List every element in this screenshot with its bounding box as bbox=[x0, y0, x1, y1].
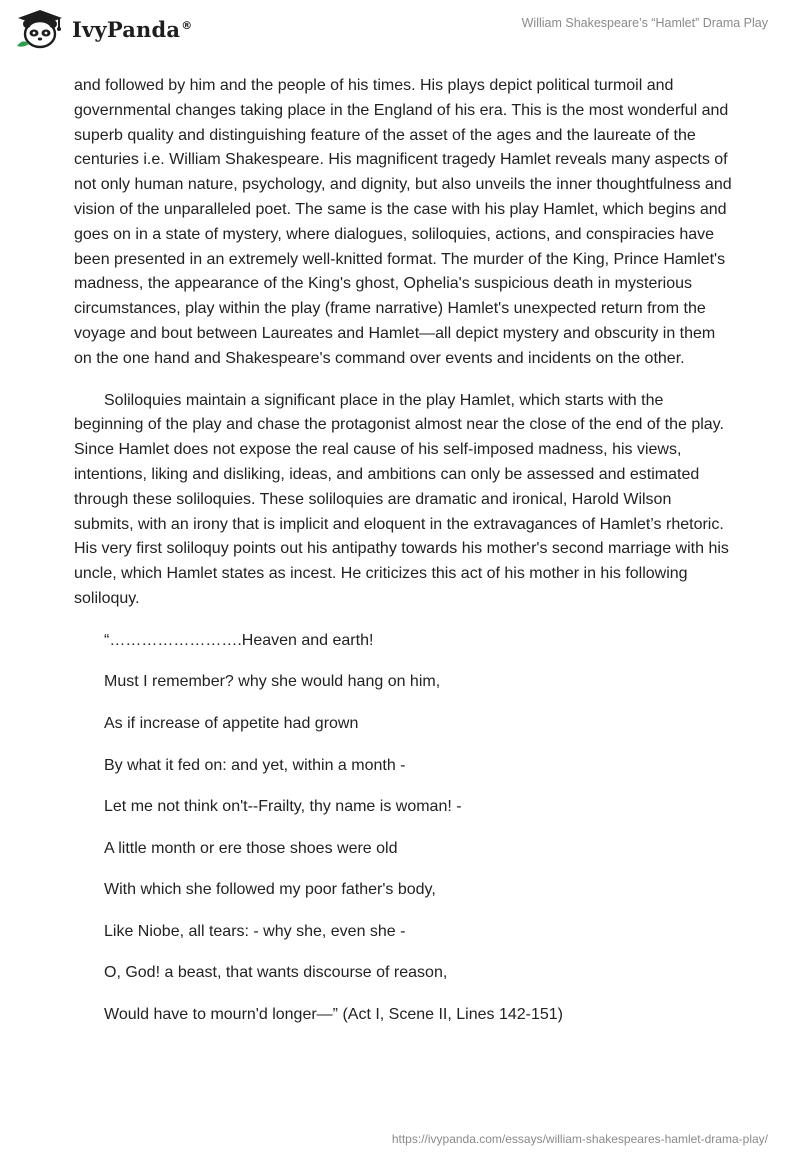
paragraph: Soliloquies maintain a significant place in the play Hamlet, which starts with the beginning of the play and chase the protagonist almost near the close of the end of the play. Since Hamlet does not expose the real cause of his self-imposed madness, his views, intentions, liking and disliking, ideas, and ambitions can only be assessed and estimated through these soliloquies. These soliloquies are dramatic and ironical, Harold Wilson submits, with an irony that is implicit and eloquent in the extravagances of Hamlet’s rhetoric. His very first soliloquy points out his antipathy towards his mother's second marriage with his uncle, which Hamlet states as incest. He criticizes this act of his mother in his following soliloquy. bbox=[74, 391, 729, 607]
logo-text: IvyPanda® bbox=[72, 16, 193, 42]
verse-line: With which she followed my poor father's body, bbox=[104, 881, 436, 899]
panda-logo-icon bbox=[14, 8, 66, 50]
verse-line: Like Niobe, all tears: - why she, even she - bbox=[104, 922, 406, 940]
page-header bbox=[0, 0, 800, 70]
source-url-link[interactable]: https://ivypanda.com/essays/william-shakespeares-hamlet-drama-play/ bbox=[391, 1132, 768, 1146]
verse-line: As if increase of appetite had grown bbox=[104, 714, 359, 732]
verse-line: Would have to mourn'd longer—” (Act I, Scene II, Lines 142-151) bbox=[104, 1006, 563, 1024]
essay-body bbox=[74, 74, 734, 1045]
verse-line: “…………………….Heaven and earth! bbox=[104, 631, 374, 649]
verse-line: O, God! a beast, that wants discourse of reason, bbox=[104, 964, 448, 982]
verse-line: Let me not think on't--Frailty, thy name is woman! - bbox=[104, 798, 462, 816]
logo[interactable] bbox=[14, 8, 192, 50]
verse-line: By what it fed on: and yet, within a month - bbox=[104, 756, 406, 774]
verse-line: A little month or ere those shoes were old bbox=[104, 839, 398, 857]
verse-quote bbox=[74, 629, 734, 1027]
paragraph: and followed by him and the people of his times. His plays depict political turmoil and governmental changes taking place in the England of his era. This is the most wonderful and superb quality and distinguishing feature of the asset of the ages and the laureate of the centuries i.e. William Shakespeare. His magnificent tragedy Hamlet reveals many aspects of not only human nature, psychology, and dignity, but also unveils the inner thoughtfulness and vision of the unparalleled poet. The same is the case with his play Hamlet, which begins and goes on in a state of mystery, where dialogues, soliloquies, actions, and conspiracies have been presented in an extremely well-knitted format. The murder of the King, Prince Hamlet's madness, the appearance of the King's ghost, Ophelia's suspicious death in mysterious circumstances, play within the play (frame narrative) Hamlet's unexpected return from the voyage and bout between Laureates and Hamlet—all depict mystery and obscurity in them on the one hand and Shakespeare's command over events and incidents on the other. bbox=[74, 77, 732, 367]
document-title: William Shakespeare’s “Hamlet” Drama Play bbox=[521, 16, 768, 30]
verse-line: Must I remember? why she would hang on him, bbox=[104, 673, 441, 691]
